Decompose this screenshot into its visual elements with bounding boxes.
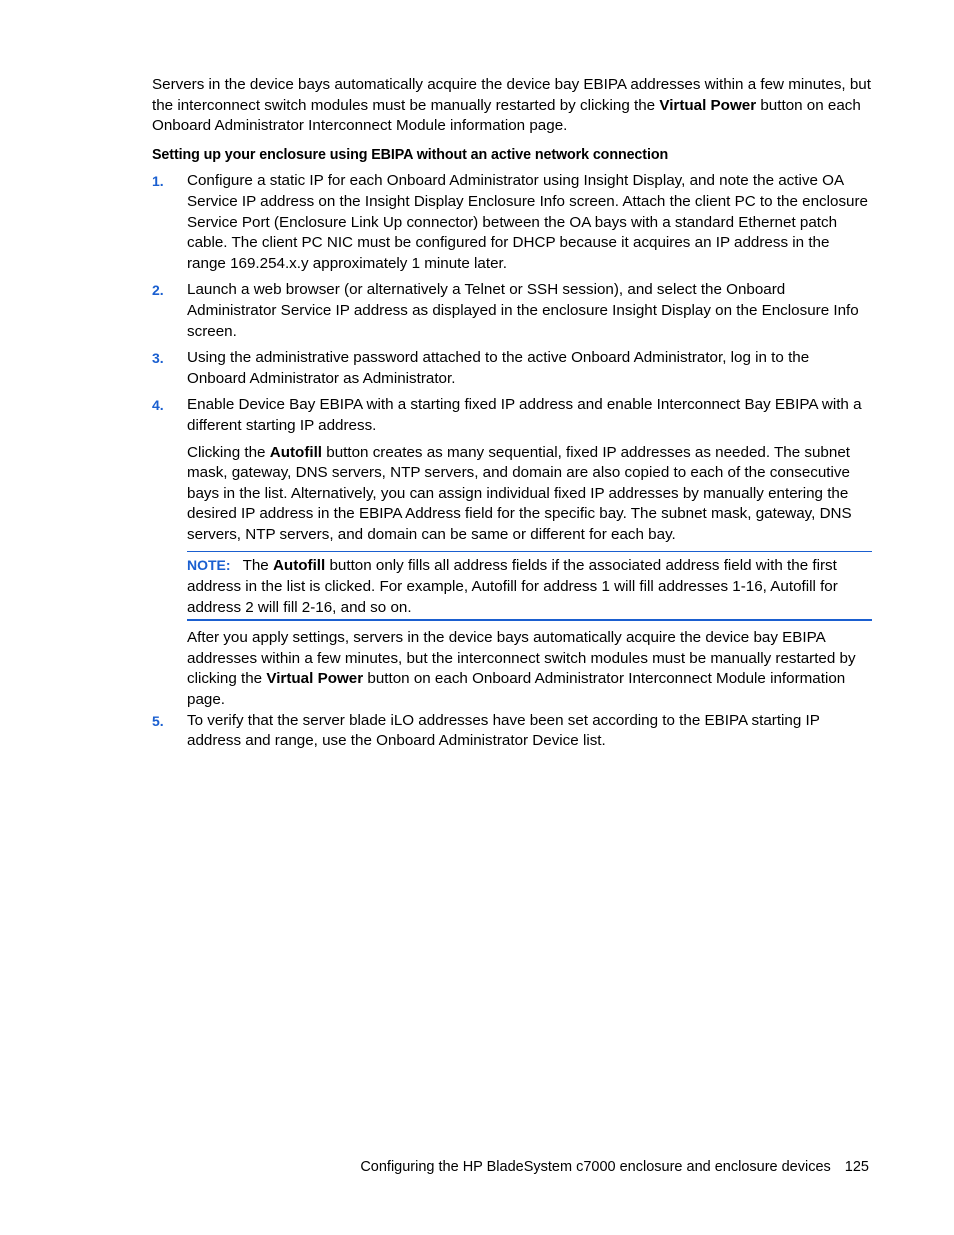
after-text-end: button on each Onboard Administrator Interconnect Module information page. bbox=[187, 670, 846, 709]
step-item-1 bbox=[152, 171, 872, 274]
autofill-text-end: button creates as many sequential, fixed IP addresses as needed. The subnet mask, gateway, DNS servers, NTP servers, and domain are also copied to each of the consecutive bays in the list. Alternatively, you can assign individual fixed IP addresses by manually entering the desired IP address in the EBIPA Address field for the specific bay. The subnet mask, gateway, DNS servers, NTP servers, and domain can be same or different for each bay. bbox=[187, 443, 852, 543]
step-number: 2. bbox=[152, 282, 164, 299]
step-item-5 bbox=[152, 711, 872, 752]
steps-list bbox=[152, 171, 872, 545]
autofill-bold-term: Autofill bbox=[269, 443, 323, 461]
step-number: 4. bbox=[152, 397, 164, 414]
note-bold-term: Autofill bbox=[272, 557, 326, 575]
autofill-text-start: Clicking the bbox=[187, 443, 270, 461]
after-settings-paragraph bbox=[187, 628, 872, 710]
section-subheading: Setting up your enclosure using EBIPA without an active network connection bbox=[152, 146, 669, 163]
step-item-2 bbox=[152, 280, 872, 342]
footer-title: Configuring the HP BladeSystem c7000 enclosure and enclosure devices bbox=[360, 1159, 831, 1175]
note-label: NOTE: bbox=[187, 557, 231, 574]
step4-autofill-paragraph bbox=[187, 443, 872, 546]
page-number: 125 bbox=[844, 1159, 869, 1175]
step-text: Launch a web browser (or alternatively a Telnet or SSH session), and select the Onboard Administrator Service IP address as displayed in the enclosure Insight Display on the Enclosure Info screen. bbox=[187, 281, 859, 340]
step-item-3 bbox=[152, 348, 872, 389]
note-box bbox=[187, 551, 872, 621]
after-text-start: After you apply settings, servers in the device bays automatically acquire the device bay EBIPA addresses within a few minutes, but the interconnect switch modules must be manually restarted by clicking the bbox=[187, 629, 856, 688]
page-footer bbox=[360, 1157, 869, 1178]
step-item-4 bbox=[152, 395, 872, 545]
step-text: To verify that the server blade iLO addresses have been set according to the EBIPA starting IP address and range, use the Onboard Administrator Device list. bbox=[187, 711, 820, 750]
step-number: 5. bbox=[152, 712, 164, 729]
step-text: Configure a static IP for each Onboard Administrator using Insight Display, and note the active OA Service IP address on the Insight Display Enclosure Info screen. Attach the client PC to the enclosure Service Port (Enclosure Link Up connector) between the OA bays with a standard Ethernet patch cable. The client PC NIC must be configured for DHCP because it acquires an IP address in the range 169.254.x.y approximately 1 minute later. bbox=[187, 172, 868, 272]
intro-text-start: Servers in the device bays automatically acquire the device bay EBIPA addresses within a few minutes, but the interconnect switch modules must be manually restarted by clicking the bbox=[152, 76, 871, 114]
after-bold-term: Virtual Power bbox=[266, 670, 364, 688]
note-text-end: button only fills all address fields if the associated address field with the first address in the list is clicked. For example, Autofill for address 1 will fill addresses 1-16, Autofill for address 2 will fill 2-16, and so on. bbox=[187, 557, 838, 616]
note-text-start: The bbox=[242, 557, 273, 575]
intro-paragraph bbox=[152, 75, 872, 137]
steps-list-continued bbox=[152, 711, 872, 752]
intro-text-end: button on each Onboard Administrator Interconnect Module information page. bbox=[152, 96, 861, 135]
step-text: Enable Device Bay EBIPA with a starting fixed IP address and enable Interconnect Bay EBIPA with a different starting IP address. bbox=[187, 396, 862, 434]
document-body bbox=[152, 75, 872, 758]
step-number: 1. bbox=[152, 173, 164, 190]
step-number: 3. bbox=[152, 350, 164, 367]
note-paragraph bbox=[187, 555, 872, 618]
step-text: Using the administrative password attached to the active Onboard Administrator, log in to the Onboard Administrator as Administrator. bbox=[187, 349, 810, 387]
intro-bold-term: Virtual Power bbox=[659, 96, 757, 114]
